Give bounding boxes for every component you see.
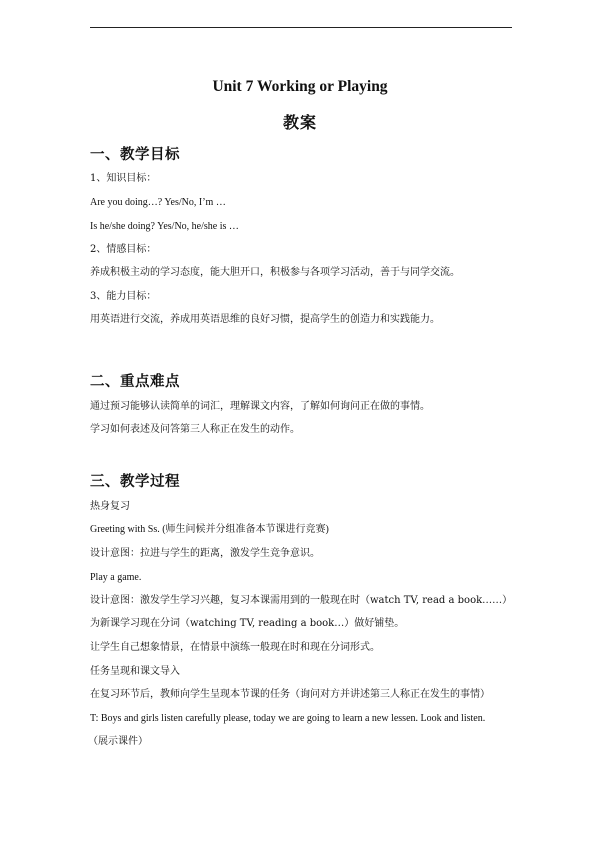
paragraph-line: 2、情感目标： <box>90 244 157 255</box>
paragraph-line: 1、知识目标： <box>90 173 157 184</box>
paragraph-line: 用英语进行交流，养成用英语思维的良好习惯，提高学生的创造力和实践能力。 <box>90 314 440 325</box>
paragraph-line: 热身复习 <box>90 501 130 512</box>
paragraph-line: 养成积极主动的学习态度，能大胆开口，积极参与各项学习活动，善于与同学交流。 <box>90 267 460 278</box>
paragraph-line: Play a game. <box>90 572 142 583</box>
paragraph-line: Greeting with Ss. (师生问候并分组准备本节课进行竞赛) <box>90 524 329 535</box>
paragraph-line: 为新课学习现在分词（watching TV, reading a book…）做好铺垫。 <box>90 618 405 629</box>
paragraph-line: 3、能力目标： <box>90 291 157 302</box>
paragraph-line: T: Boys and girls listen carefully please, today we are going to learn a new lessen. Look and listen. <box>90 713 486 724</box>
document-title: Unit 7 Working or Playing <box>212 78 388 95</box>
section-heading-objectives: 一、教学目标 <box>90 146 180 163</box>
header-rule <box>90 27 512 28</box>
document-subtitle: 教案 <box>282 115 317 132</box>
paragraph-line: Are you doing…? Yes/No, I’m … <box>90 197 226 208</box>
paragraph-line: （展示课件） <box>88 736 148 747</box>
paragraph-line: 设计意图：拉进与学生的距离，激发学生竞争意识。 <box>90 548 320 559</box>
section-heading-key-points: 二、重点难点 <box>90 373 180 390</box>
paragraph-line: 任务呈现和课文导入 <box>90 666 180 677</box>
section-heading-process: 三、教学过程 <box>90 473 180 490</box>
paragraph-line: 让学生自己想象情景，在情景中演练一般现在时和现在分词形式。 <box>90 642 380 653</box>
paragraph-line: Is he/she doing? Yes/No, he/she is … <box>90 221 239 232</box>
paragraph-line: 在复习环节后，教师向学生呈现本节课的任务（询问对方并讲述第三人称正在发生的事情） <box>90 689 490 700</box>
paragraph-line: 学习如何表述及问答第三人称正在发生的动作。 <box>90 424 300 435</box>
paragraph-line: 设计意图：激发学生学习兴趣，复习本课需用到的一般现在时（watch TV, read a book……） <box>90 595 513 606</box>
paragraph-line: 通过预习能够认读简单的词汇，理解课文内容，了解如何询问正在做的事情。 <box>90 401 430 412</box>
